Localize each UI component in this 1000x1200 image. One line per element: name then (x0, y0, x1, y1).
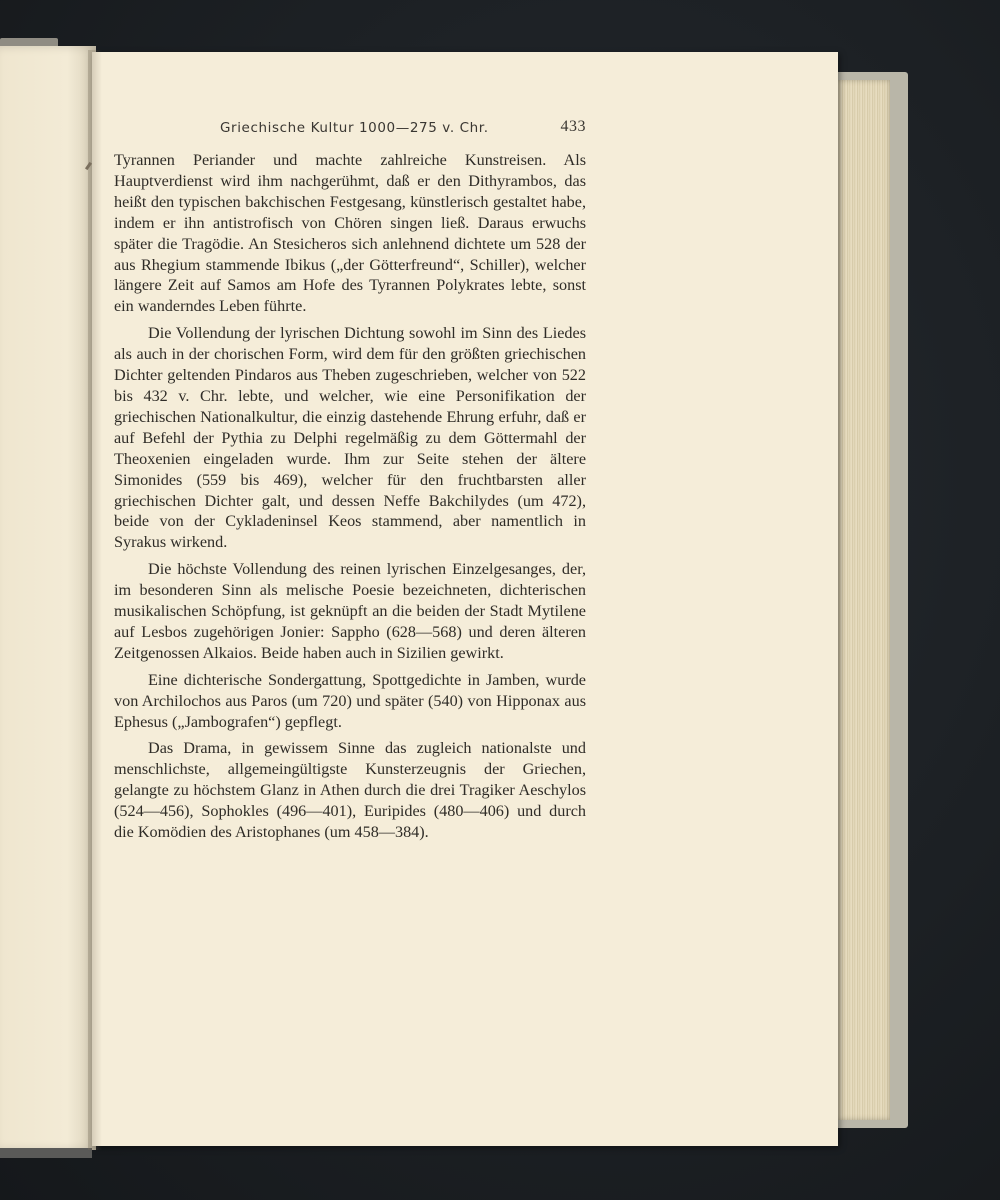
gutter-shadow (88, 50, 102, 1150)
paragraph-1: Tyrannen Periander und machte zahlreiche Kunstreisen. Als Hauptverdienst wird ihm nachgerühmt, daß er den Dithyrambos, das heißt den typischen bakchischen Festgesang, künstlerisch gestaltet habe, indem er ihn antistrofisch von Chören singen ließ. Daraus erwuchs später die Tragödie. An Stesicheros sich anlehnend dichtete um 528 der aus Rhegium stammende Ibikus („der Götterfreund“, Schiller), welcher längere Zeit auf Samos am Hofe des Tyrannen Polykrates lebte, sonst ein wanderndes Leben führte. (114, 151, 586, 316)
running-head (114, 120, 586, 144)
paragraph-5: Das Drama, in gewissem Sinne das zugleich nationalste und menschlichste, allgemeingültigste Kunsterzeugnis der Griechen, gelangte zu höchstem Glanz in Athen durch die drei Tragiker Aeschylos (524—456), Sophokles (496—401), Euripides (480—406) und durch die Komödien des Aristophanes (um 458—384). (114, 739, 586, 842)
paragraph-3: Die höchste Vollendung des reinen lyrischen Einzelgesanges, der, im besonderen Sinn als melische Poesie bezeichneten, dichterischen musikalischen Schöpfung, ist geknüpft an die beiden der Stadt Mytilene auf Lesbos zugehörigen Jonier: Sappho (628—568) und deren älteren Zeitgenossen Alkaios. Beide haben auch in Sizilien gewirkt. (114, 560, 586, 662)
paragraph-2: Die Vollendung der lyrischen Dichtung sowohl im Sinn des Liedes als auch in der chorischen Form, wird dem für den größten griechischen Dichter geltenden Pindaros aus Theben zugeschrieben, welcher von 522 bis 432 v. Chr. lebte, und welcher, wie eine Personifikation der griechischen Nationalkultur, die einzig dastehende Ehrung erfuhr, daß er auf Befehl der Pythia zu Delphi regelmäßig zu dem Göttermahl der Theoxenien eingeladen wurde. Ihm zur Seite stehen der ältere Simonides (559 bis 469), welcher für den fruchtbarsten aller griechischen Dichter galt, und dessen Neffe Bakchilydes (um 472), beide von der Cykladeninsel Keos stammend, aber namentlich in Syrakus wirkend. (114, 324, 586, 552)
body-text (114, 150, 586, 849)
book-cover-bottom-edge (0, 1148, 92, 1158)
running-title: Griechische Kultur 1000—275 v. Chr. (220, 120, 489, 136)
left-page (0, 46, 96, 1150)
paragraph-4: Eine dichterische Sondergattung, Spottgedichte in Jamben, wurde von Archilochos aus Paros (um 720) und später (540) von Hipponax aus Ephesus („Jambografen“) gepflegt. (114, 670, 586, 731)
page-number: 433 (560, 118, 586, 135)
page-edges (838, 80, 890, 1120)
